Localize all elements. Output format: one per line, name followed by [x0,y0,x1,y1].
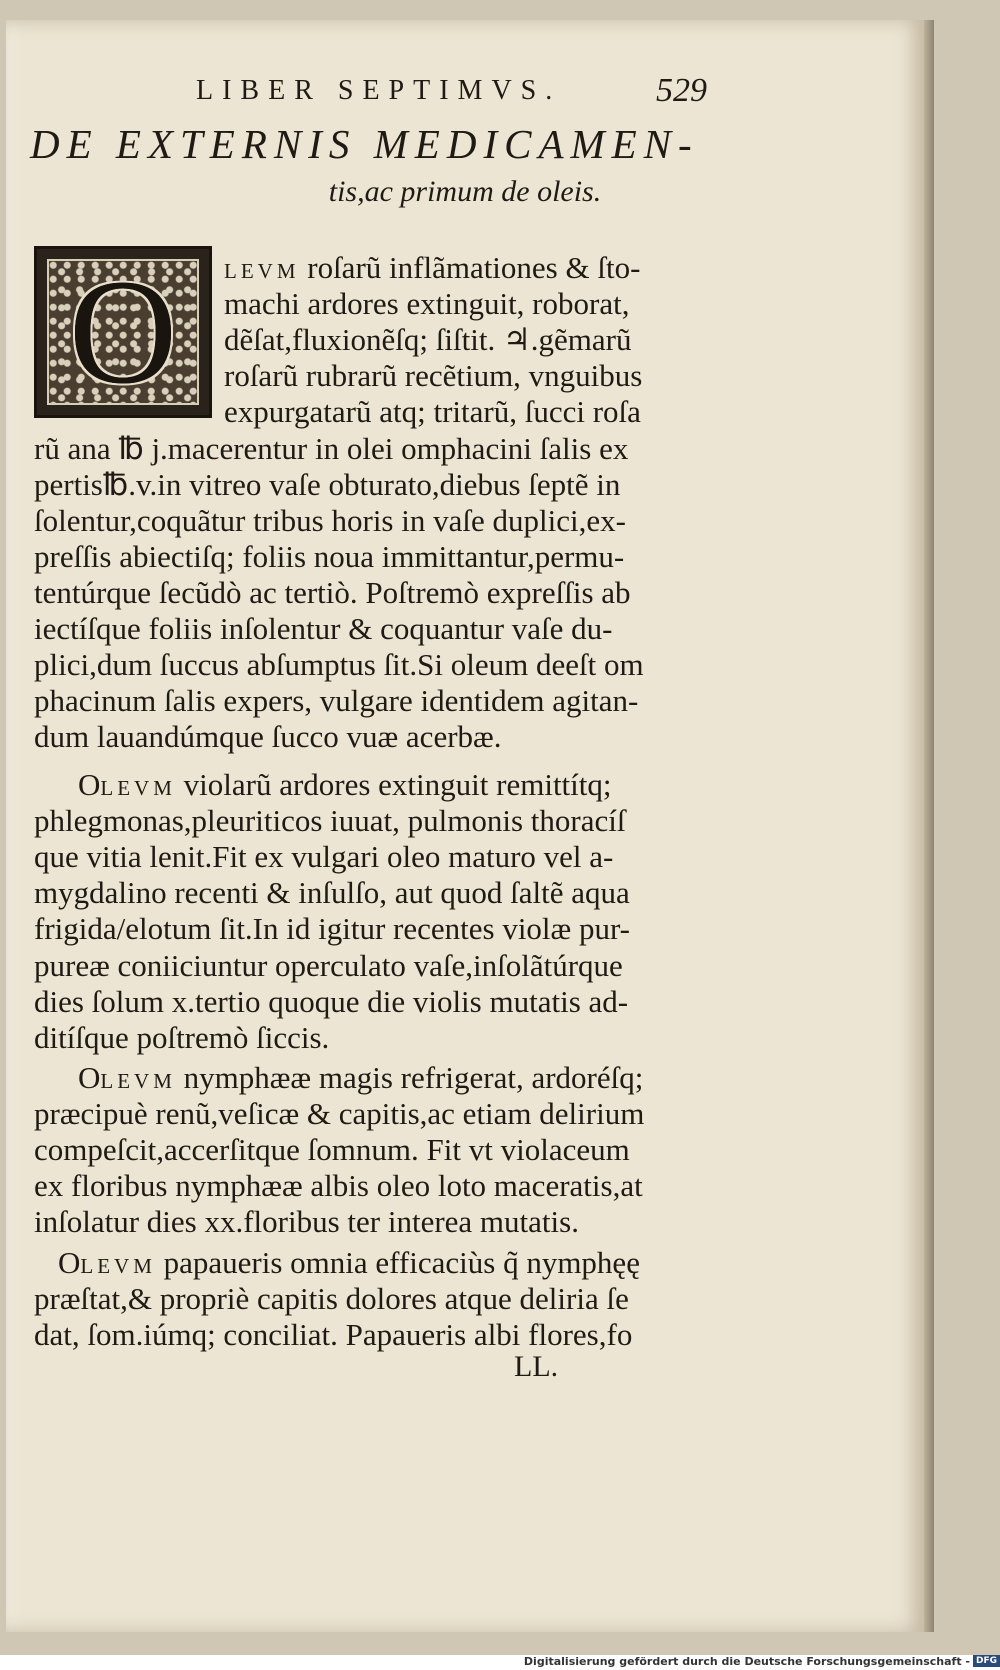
paragraph-initial: O [78,1060,101,1095]
line-text: preſſis abiectiſq; foliis noua immittantur,permu- [34,538,625,574]
text-line [34,803,625,839]
line-text: ditíſque poſtremò ſiccis. [34,1019,330,1055]
text-line [224,286,629,322]
line-text: machi ardores extinguit, roborat, [224,286,630,322]
line-text: nymphææ magis refrigerat, ardoréſq; [175,1060,644,1095]
line-text: roſarũ inflãmationes & ſto- [299,250,641,285]
line-text: phacinum ſalis expers, vulgare identidem agitan- [34,683,639,719]
small-caps-word: LEVM [224,259,300,283]
text-line [34,611,613,647]
text-line [34,575,631,611]
line-text: dies ſolum x.tertio quoque die violis mutatis ad- [34,983,629,1019]
line-text: pureæ coniiciuntur operculato vaſe,inſolãtúrque [34,947,623,983]
text-line [34,1132,630,1168]
text-line [34,875,630,911]
line-text: præcipuè renũ,veſicæ & capitis,ac etiam delirium [34,1096,645,1132]
text-line [34,683,638,719]
line-text: plici,dum ſuccus abſumptus ſit.Si oleum deeſt om [34,647,644,683]
line-text: roſarũ rubrarũ recẽtium, vnguibus [224,358,643,394]
decorated-initial [34,246,212,418]
text-line [34,539,624,575]
text-line [224,322,631,358]
line-text: dẽſat,fluxionẽſq; ſiſtit. ♃.gẽmarũ [224,322,632,358]
line-text: phlegmonas,pleuriticos iuuat, pulmonis thoracíſ [34,803,626,839]
text-line [34,467,620,503]
line-text: dum lauandúmque ſucco vuæ acerbæ. [34,719,502,755]
line-text: papaueris omnia efficaciùs q̃ nymphęę [155,1245,640,1280]
text-line [78,767,612,806]
small-caps-word: LEVM [100,776,176,800]
line-text: ſolentur,coquãtur tribus horis in vaſe duplici,ex- [34,502,626,538]
catchword: LL. [514,1350,559,1383]
text-line [58,1245,640,1284]
text-line [34,503,626,539]
chapter-title-line-2: tis,ac primum de oleis. [328,175,602,208]
text-line [34,1204,579,1240]
line-text: violarũ ardores extinguit remittítq; [175,767,612,802]
text-line [34,647,644,683]
line-text: compeſcit,accerſitque ſomnum. Fit vt violaceum [34,1132,630,1168]
page-number: 529 [656,72,707,109]
text-line [34,1020,329,1056]
dfg-logo: DFG [973,1655,1000,1667]
text-line [34,948,623,984]
paragraph-initial: O [58,1245,81,1280]
text-line [34,984,628,1020]
line-text: inſolatur dies xx.floribus ter interea mutatis. [34,1204,579,1240]
running-head: LIBER SEPTIMVS. [196,75,562,106]
small-caps-word: LEVM [80,1254,156,1278]
text-line [34,719,501,755]
book-page [6,20,924,1632]
paragraph-initial: O [78,767,101,802]
text-line [224,250,640,289]
text-line [34,1096,644,1132]
text-line [34,1317,632,1353]
initial-ornament [47,249,199,415]
line-text: frigida/elotum ſit.In id igitur recentes violæ pur- [34,911,630,947]
chapter-title-line-1: DE EXTERNIS MEDICAMEN- [30,121,699,167]
line-text: iectíſque foliis inſolentur & coquantur vaſe du- [34,611,613,646]
page-edge [924,20,934,1632]
line-text: que vitia lenit.Fit ex vulgari oleo maturo vel a- [34,839,614,875]
drop-cap-letter: O [68,249,178,415]
line-text: mygdalino recenti & inſulſo, aut quod ſaltẽ aqua [34,875,630,911]
line-text: ex floribus nymphææ albis oleo loto maceratis,at [34,1168,643,1204]
small-caps-word: LEVM [100,1069,176,1093]
text-line [34,1281,629,1317]
line-text: expurgatarũ atq; tritarũ, ſucci roſa [224,394,641,430]
line-text: rũ ana ℔ j.macerentur in olei omphacini ſalis ex [34,430,629,466]
line-text: dat, ſom.iúmq; conciliat. Papaueris albi flores,fo [34,1317,633,1353]
text-line [34,839,613,875]
text-line [34,911,630,947]
line-text: tentúrque ſecũdò ac tertiò. Poſtremò expreſſis ab [34,574,631,610]
text-line [78,1060,643,1099]
text-line [224,394,641,430]
text-line [34,1168,643,1204]
digitization-footer [524,1654,1000,1668]
text-line [224,358,642,394]
line-text: pertis℔.v.in vitreo vaſe obturato,diebus ſeptẽ in [34,466,621,502]
footer-text: Digitalisierung gefördert durch die Deutsche Forschungsgemeinschaft - [523,1654,970,1668]
text-line [34,431,628,467]
line-text: præſtat,& propriè capitis dolores atque deliria ſe [34,1281,629,1317]
